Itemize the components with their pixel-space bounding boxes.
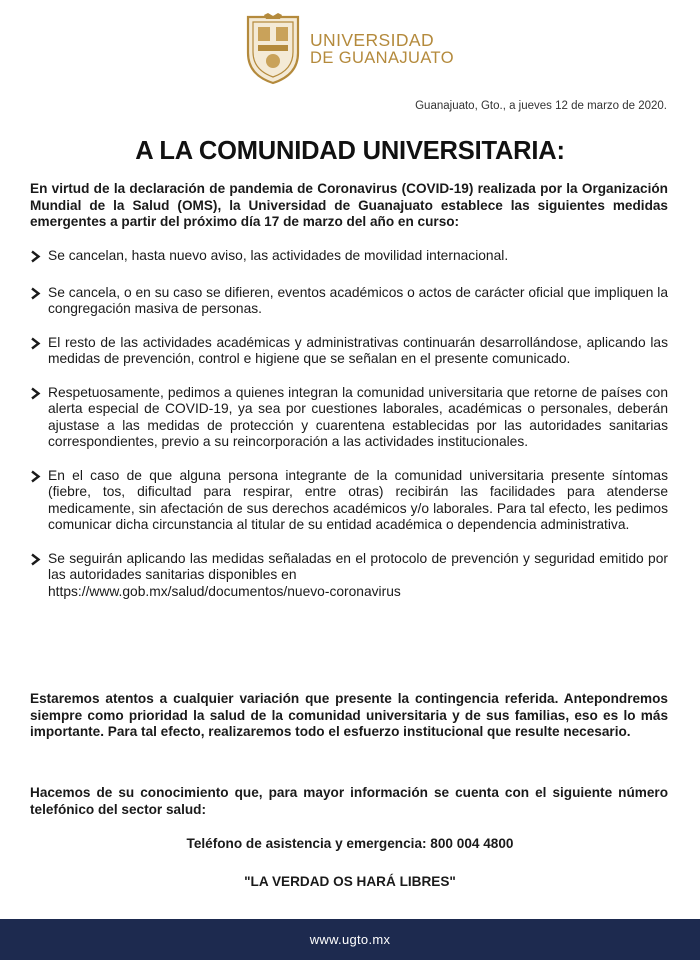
intro-paragraph: En virtud de la declaración de pandemia de Coronavirus (COVID-19) realizada por la Organización Mundial de la Salud (OMS), la Universidad de Guanajuato establece las siguientes medidas emergentes a partir del próximo día 17 de marzo del año en curso: bbox=[30, 181, 668, 229]
closing-paragraph: Estaremos atentos a cualquier variación que presente la contingencia referida. Antepondremos siempre como prioridad la salud de la comunidad universitaria y de sus familias, eso es lo más importante. Para tal efecto, realizaremos todo el esfuerzo institucional que resulte necesario. bbox=[30, 691, 668, 739]
university-logo bbox=[244, 13, 454, 85]
chevron-right-icon bbox=[30, 385, 48, 451]
chevron-right-icon bbox=[30, 335, 48, 368]
list-item bbox=[30, 551, 668, 601]
logo-line-2: DE GUANAJUATO bbox=[310, 49, 454, 67]
chevron-right-icon bbox=[30, 248, 48, 268]
measures-list bbox=[30, 248, 668, 600]
contact-paragraph: Hacemos de su conocimiento que, para mayor información se cuenta con el siguiente número telefónico del sector salud: bbox=[30, 785, 668, 817]
list-item-body: Se seguirán aplicando las medidas señaladas en el protocolo de prevención y seguridad emitido por las autoridades sanitarias disponibles en bbox=[48, 550, 668, 582]
header bbox=[0, 0, 700, 90]
document-title: A LA COMUNIDAD UNIVERSITARIA: bbox=[135, 137, 565, 165]
logo-text bbox=[310, 31, 454, 67]
list-item bbox=[30, 468, 668, 534]
logo-line-1: UNIVERSIDAD bbox=[310, 30, 435, 50]
emergency-phone: Teléfono de asistencia y emergencia: 800 004 4800 bbox=[186, 836, 514, 851]
chevron-right-icon bbox=[30, 468, 48, 534]
list-item-text bbox=[48, 551, 668, 601]
list-item-text: En el caso de que alguna persona integrante de la comunidad universitaria presente síntomas (fiebre, tos, dificultad para respirar, entre otras) recibirán las facilidades para atenderse medicamente, sin afectación de sus derechos académicos y/o laborales. Para tal efecto, les pedimos comunicar dicha circunstancia al titular de su entidad académica o dependencia administrativa. bbox=[48, 467, 668, 532]
list-item-text: Se cancelan, hasta nuevo aviso, las actividades de movilidad internacional. bbox=[48, 248, 509, 263]
list-item bbox=[30, 335, 668, 368]
list-item bbox=[30, 385, 668, 451]
footer-website-link[interactable]: www.ugto.mx bbox=[309, 932, 391, 947]
health-protocol-link[interactable]: https://www.gob.mx/salud/documentos/nuevo-coronavirus bbox=[48, 583, 401, 599]
list-item bbox=[30, 285, 668, 318]
list-item-text: Respetuosamente, pedimos a quienes integran la comunidad universitaria que retorne de países con alerta especial de COVID-19, ya sea por cuestiones laborales, académicas o personales, deberán ajustase a las medidas de protección y cuarentena establecidas por las autoridades sanitarias correspondientes, previo a su reincorporación a las actividades institucionales. bbox=[48, 384, 668, 449]
chevron-right-icon bbox=[30, 551, 48, 601]
list-item-text: El resto de las actividades académicas y administrativas continuarán desarrollándose, aplicando las medidas de prevención, control e higiene que se señalan en el presente comunicado. bbox=[48, 334, 668, 366]
list-item bbox=[30, 248, 668, 268]
list-item-text: Se cancela, o en su caso se difieren, eventos académicos o actos de carácter oficial que impliquen la congregación masiva de personas. bbox=[48, 284, 668, 316]
document-date: Guanajuato, Gto., a jueves 12 de marzo de 2020. bbox=[415, 100, 667, 112]
chevron-right-icon bbox=[30, 285, 48, 318]
university-motto: "LA VERDAD OS HARÁ LIBRES" bbox=[244, 874, 456, 889]
university-shield-icon bbox=[244, 13, 302, 85]
footer-bar bbox=[0, 919, 700, 960]
